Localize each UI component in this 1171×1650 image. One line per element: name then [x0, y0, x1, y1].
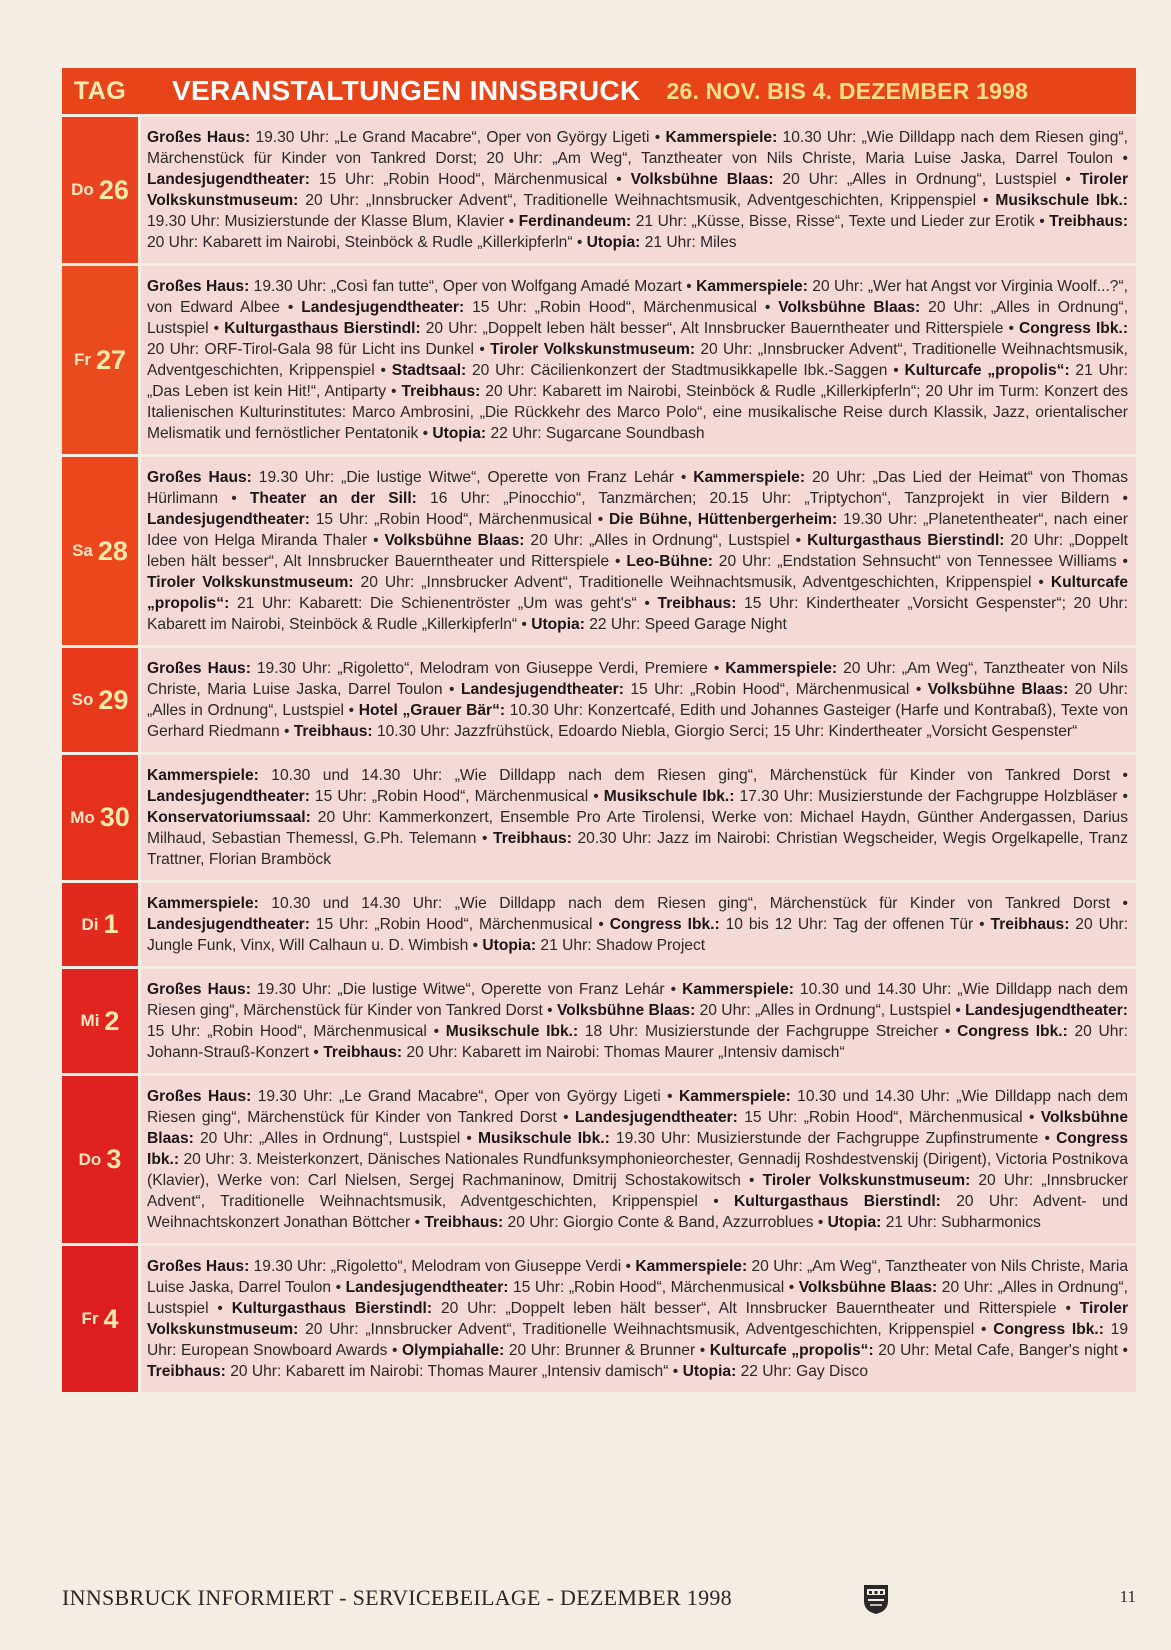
event-venue: Landesjugendtheater:: [461, 681, 624, 698]
event-details: 15 Uhr: „Robin Hood“, Märchenmusical: [508, 1279, 785, 1296]
event-details: 20 Uhr: „Alles in Ordnung“, Lustspiel: [193, 1130, 461, 1147]
event-details: 19.30 Uhr: Musizierstunde der Klasse Blum, Klavier: [147, 213, 505, 230]
event-details: 20 Uhr: Kabarett im Nairobi, Steinböck & Rudle „Killerkipferln“; 20 Uhr im Turm: Konzert des Italienischen Kulturinstitutes: Marco Ambrosini, „Die Rückkehr des Marco Polo“, eine musikalische Reise durch Klassik, Jazz, orientalischer Melismatik und fernöstlicher Pentatonik: [147, 383, 1128, 442]
event-details: 10.30 und 14.30 Uhr: „Wie Dilldapp nach dem Riesen ging“, Märchenstück für Kinder von Tankred Dorst: [258, 767, 1111, 784]
event-details: 21 Uhr: „Küsse, Bisse, Risse“, Texte und Lieder zur Erotik: [631, 213, 1035, 230]
event-venue: Kammerspiele:: [147, 767, 259, 784]
event-venue: Großes Haus:: [147, 129, 251, 146]
day-events: [141, 1076, 1136, 1243]
event-details: 10.30 Uhr: „Wie Dilldapp nach dem Riesen ging“, Märchenstück für Kinder von Tankred Dorst; 20 Uhr: „Am Weg“, Tanztheater von Nils Christe, Maria Luise Jaska, Darrel Toulon: [147, 129, 1128, 167]
event-details: 15 Uhr: Kindertheater „Vorsicht Gespenster“; 20 Uhr: Kabarett im Nairobi, Steinböck & Rudle „Killerkipferln“: [147, 595, 1129, 633]
event-separator: •: [636, 595, 658, 612]
event-venue: Treibhaus:: [424, 1214, 504, 1231]
event-venue: Treibhaus:: [493, 830, 572, 847]
event-venue: Landesjugendtheater:: [574, 1109, 738, 1126]
event-venue: Großes Haus:: [147, 1258, 250, 1275]
event-venue: Volksbühne Blaas:: [630, 171, 774, 188]
event-venue: Congress Ibk.:: [147, 1130, 1128, 1168]
event-separator: •: [1117, 788, 1129, 805]
event-separator: •: [789, 532, 808, 549]
event-separator: •: [504, 213, 519, 230]
event-separator: •: [1031, 574, 1051, 591]
event-details: 19.30 Uhr: „Le Grand Macabre“, Oper von György Ligeti: [250, 129, 650, 146]
day-row: [62, 263, 1136, 454]
event-details: 20 Uhr: „Doppelt leben hält besser“, Alt Innsbrucker Bauerntheater und Ritterspiele: [432, 1300, 1057, 1317]
day-label: [62, 457, 138, 645]
event-details: 20 Uhr: Metal Cafe, Banger's night: [873, 1342, 1118, 1359]
event-venue: Landesjugendtheater:: [345, 1279, 509, 1296]
event-separator: •: [208, 320, 225, 337]
event-venue: Kammerspiele:: [635, 1258, 748, 1275]
event-venue: Landesjugendtheater:: [147, 916, 310, 933]
event-venue: Großes Haus:: [147, 278, 250, 295]
event-separator: •: [218, 490, 250, 507]
event-separator: •: [1110, 895, 1128, 912]
event-separator: •: [517, 616, 532, 633]
event-details: 19.30 Uhr: „Die lustige Witwe“, Operette von Franz Lehár: [251, 469, 674, 486]
event-venue: Ferdinandeum:: [518, 213, 632, 230]
day-name: So: [71, 690, 94, 709]
event-separator: •: [468, 937, 483, 954]
event-venue: Großes Haus:: [147, 981, 251, 998]
event-details: 21 Uhr: Shadow Project: [536, 937, 706, 954]
day-events: [141, 755, 1136, 880]
event-details: 22 Uhr: Sugarcane Soundbash: [486, 425, 705, 442]
event-venue: Treibhaus:: [401, 383, 481, 400]
day-events: [141, 457, 1136, 645]
event-separator: •: [426, 1023, 446, 1040]
event-details: 19.30 Uhr: „Così fan tutte“, Oper von Wolfgang Amadé Mozart: [249, 278, 682, 295]
event-separator: •: [950, 1002, 966, 1019]
event-details: 20 Uhr: „Alles in Ordnung“, Lustspiel: [695, 1002, 951, 1019]
event-details: 20 Uhr: Giorgio Conte & Band, Azzurroblues: [503, 1214, 814, 1231]
event-details: 20 Uhr: Brunner & Brunner: [504, 1342, 696, 1359]
city-crest-icon: [862, 1583, 890, 1615]
event-separator: •: [697, 1193, 735, 1210]
event-details: 15 Uhr: „Robin Hood“, Märchenmusical: [309, 788, 589, 805]
day-number: 4: [103, 1303, 119, 1334]
event-venue: Tiroler Volkskunstmuseum:: [147, 1300, 1129, 1338]
day-number: 1: [103, 909, 119, 939]
day-label: [62, 117, 138, 263]
page-number: 11: [1119, 1587, 1136, 1606]
event-details: 15 Uhr: „Robin Hood“, Märchenmusical: [147, 1023, 427, 1040]
event-venue: Großes Haus:: [147, 469, 252, 486]
day-number: 26: [98, 174, 129, 205]
event-venue: Volksbühne Blaas:: [556, 1002, 696, 1019]
day-row: [62, 1243, 1136, 1392]
event-details: 20 Uhr: „Innsbrucker Advent“, Traditionelle Weihnachtsmusik, Adventgeschichten, Krippenspiel: [147, 1172, 1128, 1210]
event-details: 19 Uhr: European Snowboard Awards: [147, 1321, 1128, 1359]
event-separator: •: [1003, 320, 1019, 337]
event-separator: •: [1022, 1109, 1041, 1126]
day-row: [62, 752, 1136, 880]
day-row: [62, 645, 1136, 752]
event-separator: •: [887, 362, 905, 379]
event-separator: •: [279, 299, 302, 316]
event-separator: •: [938, 1023, 958, 1040]
event-details: 15 Uhr: „Robin Hood“, Märchenmusical: [309, 511, 592, 528]
day-events: [141, 648, 1136, 752]
event-venue: Treibhaus:: [323, 1044, 403, 1061]
event-details: 20 Uhr: „Das Lied der Heimat“ von Thomas Hürlimann: [147, 469, 1128, 507]
event-details: 19.30 Uhr: „Die lustige Witwe“, Operette von Franz Lehár: [250, 981, 665, 998]
day-number: 27: [95, 344, 127, 375]
date-range: 26. NOV. BIS 4. DEZEMBER 1998: [666, 77, 1029, 104]
event-venue: Congress Ibk.:: [957, 1023, 1068, 1040]
events-table: [62, 68, 1136, 1392]
event-venue: Kammerspiele:: [147, 895, 259, 912]
event-separator: •: [474, 341, 491, 358]
day-name: Do: [71, 180, 94, 199]
event-venue: Kulturcafe „propolis“:: [904, 362, 1070, 379]
event-venue: Utopia:: [432, 425, 487, 442]
event-separator: •: [909, 681, 928, 698]
event-venue: Treibhaus:: [293, 723, 373, 740]
event-venue: Olympiahalle:: [402, 1342, 505, 1359]
event-venue: Treibhaus:: [990, 916, 1070, 933]
day-row: [62, 114, 1136, 263]
event-venue: Utopia:: [482, 937, 537, 954]
event-separator: •: [664, 981, 683, 998]
event-venue: Utopia:: [682, 1363, 737, 1380]
day-name: Sa: [72, 541, 93, 560]
event-details: 22 Uhr: Speed Garage Night: [584, 616, 787, 633]
event-venue: Kulturgasthaus Bierstindl:: [224, 320, 421, 337]
event-venue: Kulturgasthaus Bierstindl:: [807, 532, 1005, 549]
event-separator: •: [387, 1342, 403, 1359]
event-details: 17.30 Uhr: Musizierstunde der Fachgruppe Holzbläser: [734, 788, 1118, 805]
event-separator: •: [442, 681, 461, 698]
day-events: [141, 1246, 1136, 1392]
event-details: 20 Uhr: ORF-Tirol-Gala 98 für Licht ins Dunkel: [147, 341, 475, 358]
event-separator: •: [973, 916, 991, 933]
day-number: 3: [106, 1144, 122, 1174]
event-venue: Musikschule Ibk.:: [995, 192, 1129, 209]
event-venue: Kulturgasthaus Bierstindl:: [231, 1300, 433, 1317]
event-separator: •: [1034, 213, 1050, 230]
event-venue: Volksbühne Blaas:: [927, 681, 1069, 698]
day-label: [62, 755, 138, 880]
event-details: 15 Uhr: „Robin Hood“, Märchenmusical: [737, 1109, 1023, 1126]
event-venue: Landesjugendtheater:: [301, 299, 465, 316]
footer-text: INNSBRUCK INFORMIERT - SERVICEBEILAGE - DEZEMBER 1998: [62, 1585, 732, 1610]
event-details: 15 Uhr: „Robin Hood“, Märchenmusical: [623, 681, 910, 698]
day-number: 2: [104, 1005, 120, 1036]
day-label: [62, 266, 138, 454]
event-details: 21 Uhr: „Das Leben ist kein Hit!“, Antiparty: [147, 362, 1128, 400]
event-separator: •: [976, 192, 996, 209]
event-separator: •: [556, 1109, 575, 1126]
day-row: [62, 966, 1136, 1073]
event-separator: •: [1113, 150, 1129, 167]
event-separator: •: [386, 383, 402, 400]
day-number: 28: [97, 535, 128, 566]
event-separator: •: [660, 1088, 679, 1105]
event-separator: •: [681, 278, 697, 295]
page-footer: [62, 1583, 1136, 1613]
event-separator: •: [813, 1214, 828, 1231]
event-separator: •: [1056, 171, 1080, 188]
event-details: 19.30 Uhr: „Planetentheater“, nach einer Idee von Helga Miranda Thaler: [147, 511, 1129, 549]
event-venue: Die Bühne, Hüttenbergerheim:: [609, 511, 838, 528]
event-details: 20 Uhr: Kabarett im Nairobi: Thomas Maurer „Intensiv damisch“: [402, 1044, 845, 1061]
event-details: 21 Uhr: Miles: [640, 234, 737, 251]
event-details: 20 Uhr: „Am Weg“, Tanztheater von Nils Christe, Maria Luise Jaska, Darrel Toulon: [147, 1258, 1128, 1296]
event-venue: Großes Haus:: [147, 1088, 252, 1105]
event-venue: Kammerspiele:: [682, 981, 794, 998]
event-details: 20 Uhr: „Innsbrucker Advent“, Traditionelle Weihnachtsmusik, Adventgeschichten, Krippenspiel: [353, 574, 1032, 591]
day-name: Fr: [81, 1309, 99, 1328]
event-venue: Kulturgasthaus Bierstindl:: [734, 1193, 941, 1210]
event-separator: •: [974, 1321, 994, 1338]
event-separator: •: [649, 129, 666, 146]
event-separator: •: [1109, 490, 1128, 507]
event-venue: Tiroler Volkskunstmuseum:: [147, 171, 1129, 209]
event-details: 20 Uhr: „Alles in Ordnung“, Lustspiel: [773, 171, 1057, 188]
event-details: 20 Uhr: „Alles in Ordnung“, Lustspiel: [147, 681, 1129, 719]
event-details: 20 Uhr: 3. Meisterkonzert, Dänisches Nationales Rundfunksymphonieorchester, Gennadij Roshdestvenskij (Dirigent), Victoria Postnikova (Klavier), Werke von: Carl Nielsen, Sergej Rachmaninow, Dmitrij Schostakowitsch: [147, 1151, 1128, 1189]
event-venue: Kammerspiele:: [696, 278, 808, 295]
day-number: 29: [98, 684, 129, 715]
event-venue: Kammerspiele:: [665, 129, 778, 146]
event-details: 15 Uhr: „Robin Hood“, Märchenmusical: [464, 299, 757, 316]
event-separator: •: [592, 916, 610, 933]
event-venue: Utopia:: [827, 1214, 882, 1231]
page-title: VERANSTALTUNGEN INNSBRUCK: [172, 75, 641, 106]
event-details: 20 Uhr: „Innsbrucker Advent“, Traditionelle Weihnachtsmusik, Adventgeschichten, Krippenspiel: [298, 1321, 975, 1338]
event-venue: Utopia:: [586, 234, 641, 251]
event-venue: Congress Ibk.:: [1018, 320, 1129, 337]
event-separator: •: [1056, 1300, 1080, 1317]
event-separator: •: [309, 1044, 324, 1061]
event-details: 20 Uhr: „Alles in Ordnung“, Lustspiel: [147, 1279, 1129, 1317]
event-separator: •: [588, 788, 604, 805]
event-separator: •: [279, 723, 294, 740]
event-venue: Congress Ibk.:: [993, 1321, 1104, 1338]
event-separator: •: [668, 1363, 683, 1380]
event-details: 20 Uhr: Cäcilienkonzert der Stadtmusikkapelle Ibk.-Saggen: [466, 362, 888, 379]
event-separator: •: [695, 1342, 710, 1359]
day-label: [62, 648, 138, 752]
event-details: 20 Uhr: Jungle Funk, Vinx, Will Calhaun u. D. Wimbish: [147, 916, 1129, 954]
event-venue: Kulturcafe „propolis“:: [147, 574, 1128, 612]
event-venue: Landesjugendtheater:: [147, 511, 310, 528]
event-details: 19.30 Uhr: „Rigoletto“, Melodram von Giuseppe Verdi: [249, 1258, 622, 1275]
day-name: Mo: [70, 807, 95, 827]
event-details: 10.30 und 14.30 Uhr: „Wie Dilldapp nach dem Riesen ging“, Märchenstück für Kinder von Tankred Dorst: [147, 981, 1128, 1019]
event-separator: •: [756, 299, 779, 316]
event-details: 15 Uhr: „Robin Hood“, Märchenmusical: [309, 171, 608, 188]
day-rows: [62, 114, 1136, 1392]
event-venue: Volksbühne Blaas:: [778, 299, 921, 316]
event-details: 20 Uhr: „Doppelt leben hält besser“, Alt Innsbrucker Bauerntheater und Ritterspiele: [420, 320, 1004, 337]
event-separator: •: [208, 1300, 232, 1317]
event-details: 10 bis 12 Uhr: Tag der offenen Tür: [719, 916, 974, 933]
event-details: 21 Uhr: Kabarett: Die Schienentröster „Um was geht's“: [229, 595, 637, 612]
event-separator: •: [740, 1172, 763, 1189]
event-details: 19.30 Uhr: Musizierstunde der Fachgruppe Zupfinstrumente: [609, 1130, 1039, 1147]
event-venue: Kammerspiele:: [725, 660, 838, 677]
event-separator: •: [1118, 1342, 1129, 1359]
event-venue: Volksbühne Blaas:: [384, 532, 525, 549]
day-name: Do: [78, 1149, 102, 1169]
event-separator: •: [418, 425, 433, 442]
event-separator: •: [374, 362, 392, 379]
event-separator: •: [460, 1130, 478, 1147]
event-venue: Kammerspiele:: [693, 469, 806, 486]
day-label: [62, 883, 138, 966]
day-name: Di: [81, 914, 99, 934]
event-venue: Treibhaus:: [147, 1363, 226, 1380]
event-venue: Landesjugendtheater:: [965, 1002, 1128, 1019]
event-separator: •: [1116, 553, 1129, 570]
event-details: 10.30 und 14.30 Uhr: „Wie Dilldapp nach dem Riesen ging“, Märchenstück für Kinder von Tankred Dorst: [147, 1088, 1128, 1126]
day-row: [62, 454, 1136, 645]
event-venue: Theater an der Sill:: [249, 490, 417, 507]
day-events: [141, 266, 1136, 454]
event-venue: Stadtsaal:: [391, 362, 467, 379]
day-events: [141, 117, 1136, 263]
event-venue: Tiroler Volkskunstmuseum:: [147, 574, 354, 591]
event-venue: Landesjugendtheater:: [147, 788, 310, 805]
event-details: 20 Uhr: „Innsbrucker Advent“, Traditionelle Weihnachtsmusik, Adventgeschichten, Krippenspiel: [298, 192, 977, 209]
event-separator: •: [367, 532, 385, 549]
day-number: 30: [99, 802, 130, 832]
day-name: Fr: [73, 350, 91, 369]
event-separator: •: [572, 234, 587, 251]
event-details: 20 Uhr: „Alles in Ordnung“, Lustspiel: [524, 532, 790, 549]
event-venue: Großes Haus:: [147, 660, 251, 677]
event-venue: Konservatoriumssaal:: [147, 809, 311, 826]
event-details: 19.30 Uhr: „Le Grand Macabre“, Oper von György Ligeti: [251, 1088, 661, 1105]
event-details: 20 Uhr: „Innsbrucker Advent“, Traditionelle Weihnachtsmusik, Adventgeschichten, Krippenspiel: [147, 341, 1128, 379]
event-venue: Landesjugendtheater:: [147, 171, 310, 188]
event-details: 20 Uhr: „Endstation Sehnsucht“ von Tennessee Williams: [712, 553, 1117, 570]
event-details: 20 Uhr: Kammerkonzert, Ensemble Pro Arte Tirolensi, Werke von: Michael Haydn, Günther Andergassen, Darius Milhaud, Sebastian Themessl, G.Ph. Telemann: [147, 809, 1128, 847]
day-column-heading: TAG: [73, 76, 127, 105]
event-details: 20 Uhr: „Doppelt leben hält besser“, Alt Innsbrucker Bauerntheater und Ritterspiele: [147, 532, 1129, 570]
event-venue: Volksbühne Blaas:: [147, 1109, 1129, 1147]
event-details: 20 Uhr: „Wer hat Angst vor Virginia Woolf...?“, von Edward Albee: [147, 278, 1129, 316]
event-details: 20 Uhr: „Alles in Ordnung“, Lustspiel: [147, 299, 1129, 337]
event-details: 10.30 und 14.30 Uhr: „Wie Dilldapp nach dem Riesen ging“, Märchenstück für Kinder von Tankred Dorst: [258, 895, 1111, 912]
event-venue: Congress Ibk.:: [609, 916, 720, 933]
event-details: 19.30 Uhr: „Rigoletto“, Melodram von Giuseppe Verdi, Premiere: [250, 660, 708, 677]
event-details: 16 Uhr: „Pinocchio“, Tanzmärchen; 20.15 Uhr: „Triptychon“, Tanzprojekt in vier Bildern: [416, 490, 1110, 507]
day-label: [62, 1076, 138, 1243]
day-events: [141, 969, 1136, 1073]
event-separator: •: [707, 660, 726, 677]
event-separator: •: [621, 1258, 636, 1275]
event-details: 18 Uhr: Musizierstunde der Fachgruppe Streicher: [578, 1023, 939, 1040]
day-events: [141, 883, 1136, 966]
event-venue: Treibhaus:: [657, 595, 737, 612]
event-details: 10.30 Uhr: Konzertcafé, Edith und Johannes Gasteiger (Harfe und Kontrabaß), Texte von Gerhard Riedmann: [147, 702, 1129, 740]
event-venue: Musikschule Ibk.:: [478, 1130, 610, 1147]
day-name: Mi: [80, 1011, 100, 1030]
event-separator: •: [673, 469, 694, 486]
day-label: [62, 1246, 138, 1392]
event-separator: •: [343, 702, 359, 719]
event-details: 22 Uhr: Gay Disco: [736, 1363, 868, 1380]
event-venue: Tiroler Volkskunstmuseum:: [490, 341, 696, 358]
event-venue: Treibhaus:: [1049, 213, 1129, 230]
day-row: [62, 880, 1136, 966]
event-details: 20 Uhr: Kabarett im Nairobi, Steinböck & Rudle „Killerkipferln“: [147, 234, 573, 251]
event-separator: •: [476, 830, 494, 847]
event-details: 20 Uhr: „Am Weg“, Tanztheater von Nils Christe, Maria Luise Jaska, Darrel Toulon: [147, 660, 1128, 698]
event-details: 21 Uhr: Subharmonics: [881, 1214, 1041, 1231]
event-details: 10.30 Uhr: Jazzfrühstück, Edoardo Niebla, Giorgio Serci; 15 Uhr: Kindertheater „Vorsicht Gespenster“: [372, 723, 1078, 740]
event-details: 15 Uhr: „Robin Hood“, Märchenmusical: [309, 916, 593, 933]
event-details: 20 Uhr: Johann-Strauß-Konzert: [147, 1023, 1128, 1061]
event-separator: •: [542, 1002, 557, 1019]
event-venue: Hotel „Grauer Bär“:: [358, 702, 506, 719]
event-separator: •: [607, 171, 631, 188]
event-separator: •: [591, 511, 610, 528]
event-details: 20.30 Uhr: Jazz im Nairobi: Christian Wegscheider, Wegis Orgelkapelle, Tranz Trattner, Florian Bramböck: [147, 830, 1129, 868]
event-venue: Leo-Bühne:: [626, 553, 713, 570]
event-venue: Tiroler Volkskunstmuseum:: [762, 1172, 971, 1189]
event-separator: •: [1110, 767, 1128, 784]
day-label: [62, 969, 138, 1073]
table-header: [62, 68, 1136, 114]
event-venue: Musikschule Ibk.:: [603, 788, 735, 805]
event-venue: Volksbühne Blaas:: [798, 1279, 938, 1296]
event-separator: •: [784, 1279, 799, 1296]
event-separator: •: [1038, 1130, 1057, 1147]
event-details: 20 Uhr: Kabarett im Nairobi: Thomas Maurer „Intensiv damisch“: [225, 1363, 669, 1380]
event-details: 20 Uhr: Advent- und Weihnachtskonzert Jonathan Böttcher: [147, 1193, 1128, 1231]
event-separator: •: [609, 553, 627, 570]
event-venue: Kammerspiele:: [678, 1088, 791, 1105]
event-venue: Musikschule Ibk.:: [445, 1023, 579, 1040]
day-row: [62, 1073, 1136, 1243]
event-venue: Utopia:: [531, 616, 585, 633]
event-separator: •: [331, 1279, 346, 1296]
event-separator: •: [410, 1214, 425, 1231]
event-venue: Kulturcafe „propolis“:: [709, 1342, 874, 1359]
